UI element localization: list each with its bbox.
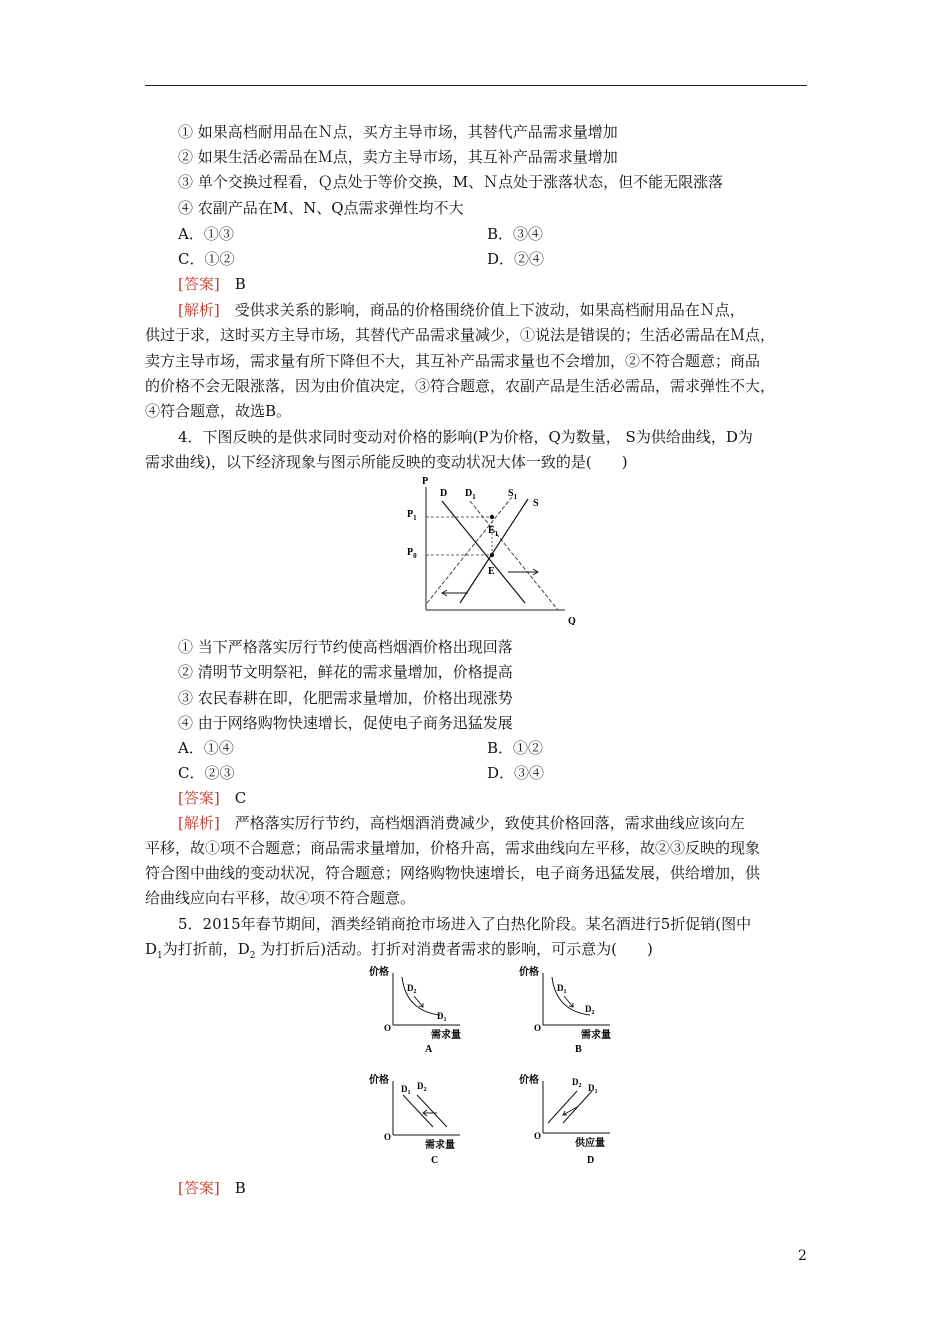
x-axis-label: 供应量 bbox=[575, 1138, 605, 1149]
q3-item-4: ④ 农副产品在M、N、Q点需求弹性均不大 bbox=[178, 199, 464, 217]
option-label: B bbox=[575, 1044, 582, 1055]
demand-curve-d bbox=[442, 501, 525, 603]
origin-label: O bbox=[384, 1023, 392, 1033]
option-chart-d bbox=[515, 1073, 625, 1165]
point-e1 bbox=[490, 515, 494, 519]
q4-stem-line-2: 需求曲线)，以下经济现象与图示所能反映的变动状况大体一致的是( ) bbox=[145, 453, 628, 471]
origin-label: O bbox=[534, 1023, 542, 1033]
q4-option-d: D．③④ bbox=[487, 764, 545, 782]
q5-answer bbox=[178, 1178, 246, 1198]
curve-label-2: $D_2$ bbox=[417, 1081, 427, 1093]
x-axis-label: 需求量 bbox=[425, 1140, 455, 1151]
demand-curve-d2 bbox=[417, 1095, 447, 1127]
d1-label: $D_1$ bbox=[465, 488, 476, 501]
curve-label-2: $D_1$ bbox=[588, 1083, 598, 1095]
option-label: D bbox=[587, 1155, 595, 1165]
supply-curve-d2 bbox=[548, 1091, 577, 1123]
curve-label-1: $D_2$ bbox=[407, 983, 417, 995]
curve-label-1: $D_2$ bbox=[572, 1077, 582, 1089]
supply-curve-s bbox=[460, 499, 528, 603]
q3-analysis-line-5: ④符合题意，故选B。 bbox=[145, 402, 292, 420]
s1-label: $S_1$ bbox=[508, 488, 518, 501]
curve-label-1: $D_1$ bbox=[557, 983, 567, 995]
q4-analysis-line-3: 符合图中曲线的变动状况，符合题意；网络购物快速增长，电子商务迅猛发展，供给增加，供 bbox=[145, 864, 761, 882]
q3-analysis-line-1: [解析] 受供求关系的影响，商品的价格围绕价值上下波动，如果高档耐用品在Ｎ点， bbox=[178, 301, 745, 319]
option-chart-b bbox=[515, 965, 625, 1057]
curve-label-2: $D_1$ bbox=[437, 1011, 447, 1023]
point-e bbox=[490, 553, 494, 557]
s-label: S bbox=[533, 498, 539, 509]
q3-option-a: A．①③ bbox=[178, 225, 234, 243]
origin-label: O bbox=[534, 1131, 542, 1141]
page-number: 2 bbox=[798, 1248, 807, 1264]
y-axis-label: 价格 bbox=[519, 967, 539, 978]
p0-label: $P_0$ bbox=[407, 547, 417, 560]
q3-answer bbox=[178, 274, 246, 294]
q4-stem-line-1: 4．下图反映的是供求同时变动对价格的影响(P为价格，Q为数量， S为供给曲线，D为 bbox=[178, 428, 753, 446]
analysis-tag: [解析] bbox=[178, 301, 220, 319]
e1-label: $E_1$ bbox=[488, 525, 499, 538]
demand-curve-d1 bbox=[470, 501, 558, 610]
demand-curve-d1 bbox=[403, 1095, 433, 1127]
y-axis-label: 价格 bbox=[519, 1075, 539, 1086]
answer-value: C bbox=[234, 789, 247, 807]
q4-option-b: B．①② bbox=[487, 739, 544, 757]
q4-item-4: ④ 由于网络购物快速增长，促使电子商务迅猛发展 bbox=[178, 714, 513, 732]
q4-analysis-line-4: 给曲线应向右平移，故④项不符合题意。 bbox=[145, 889, 416, 907]
x-axis-label: 需求量 bbox=[431, 1030, 461, 1041]
analysis-tag: [解析] bbox=[178, 814, 220, 832]
y-axis-label: 价格 bbox=[369, 967, 389, 978]
option-label: A bbox=[425, 1044, 433, 1055]
supply-curve-d1 bbox=[563, 1091, 592, 1123]
q4-analysis-line-2: 平移，故①项不合题意；商品需求量增加，价格升高，需求曲线向左平移，故②③反映的现象 bbox=[145, 839, 761, 857]
answer-tag: [答案] bbox=[178, 1179, 220, 1197]
answer-tag: [答案] bbox=[178, 789, 220, 807]
q4-item-2: ② 清明节文明祭祀，鲜花的需求量增加，价格提高 bbox=[178, 663, 513, 681]
q4-analysis-line-1: [解析] 严格落实厉行节约，高档烟酒消费减少，致使其价格回落，需求曲线应该向左 bbox=[178, 814, 745, 832]
q3-item-1: ① 如果高档耐用品在Ｎ点，买方主导市场，其替代产品需求量增加 bbox=[178, 123, 618, 141]
option-chart-a bbox=[365, 965, 475, 1057]
shift-arrow bbox=[563, 1107, 577, 1115]
q4-item-3: ③ 农民春耕在即，化肥需求量增加，价格出现涨势 bbox=[178, 689, 513, 707]
origin-label: O bbox=[384, 1132, 392, 1142]
q4-answer bbox=[178, 788, 246, 808]
q3-analysis-line-3: 卖方主导市场，需求量有所下降但不大，其互补产品需求量也不会增加，②不符合题意；商品 bbox=[145, 352, 761, 370]
d-label: D bbox=[440, 488, 448, 499]
option-label: C bbox=[431, 1155, 439, 1165]
supply-curve-s1 bbox=[427, 497, 512, 603]
e-label: E bbox=[488, 566, 495, 577]
y-axis-label: P bbox=[422, 476, 429, 487]
x-axis-label: Q bbox=[568, 616, 576, 625]
q4-option-a: A．①④ bbox=[178, 739, 234, 757]
x-axis-label: 需求量 bbox=[581, 1030, 611, 1041]
y-axis-label: 价格 bbox=[369, 1075, 389, 1086]
curve-label-2: $D_2$ bbox=[585, 1004, 595, 1016]
q4-item-1: ① 当下严格落实厉行节约使高档烟酒价格出现回落 bbox=[178, 638, 513, 656]
q3-option-d: D．②④ bbox=[487, 250, 545, 268]
p1-label: $P_1$ bbox=[407, 509, 417, 522]
q3-item-2: ② 如果生活必需品在Ｍ点，卖方主导市场，其互补产品需求量增加 bbox=[178, 148, 618, 166]
answer-tag: [答案] bbox=[178, 275, 220, 293]
q3-option-c: C．①② bbox=[178, 250, 235, 268]
q5-stem-line-2: $D_1$为打折前，$D_2$ 为打折后)活动。打折对消费者需求的影响，可示意为( ) bbox=[145, 940, 653, 961]
answer-value: B bbox=[234, 275, 246, 293]
option-chart-c bbox=[365, 1073, 475, 1165]
supply-demand-chart bbox=[400, 475, 585, 625]
q3-analysis-line-4: 的价格不会无限涨落，因为由价值决定，③符合题意，农副产品是生活必需品，需求弹性不大， bbox=[145, 377, 776, 395]
q3-option-b: B．③④ bbox=[487, 225, 544, 243]
q5-stem-line-1: 5．2015年春节期间，酒类经销商抢市场进入了白热化阶段。某名酒进行5折促销(图中 bbox=[178, 915, 752, 933]
header-rule bbox=[145, 85, 807, 86]
curve-label-1: $D_1$ bbox=[401, 1084, 411, 1096]
q3-item-3: ③ 单个交换过程看，Ｑ点处于等价交换，M、Ｎ点处于涨落状态，但不能无限涨落 bbox=[178, 173, 724, 191]
q3-analysis-line-2: 供过于求，这时买方主导市场，其替代产品需求量减少，①说法是错误的；生活必需品在Ｍ点， bbox=[145, 326, 776, 344]
answer-value: B bbox=[234, 1179, 246, 1197]
q4-option-c: C．②③ bbox=[178, 764, 235, 782]
